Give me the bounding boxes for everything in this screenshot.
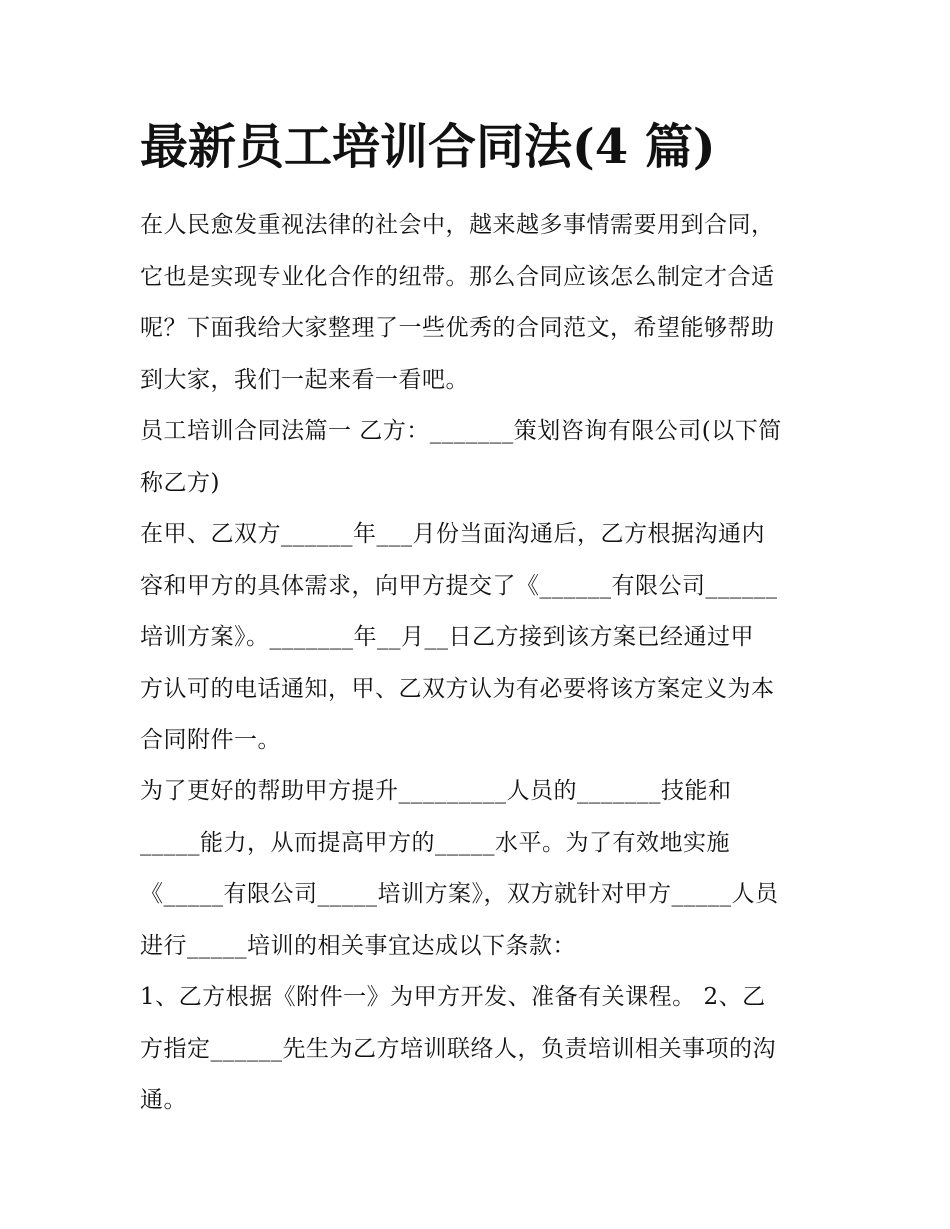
text-line: 称乙方) [140,469,220,496]
paragraph-intro [140,200,820,406]
paragraph-purpose [140,766,820,972]
text-line: 培训方案》。_______年__月__日乙方接到该方案已经通过甲 [140,624,754,650]
text-line: 容和甲方的具体需求，向甲方提交了《______有限公司______ [140,572,778,599]
paragraph-section-heading [140,406,820,509]
text-line: 方认可的电话通知，甲、乙双方认为有必要将该方案定义为本 [140,675,775,702]
page-title: 最新员工培训合同法(4 篇) [140,119,716,175]
text-line: 在人民愈发重视法律的社会中，越来越多事情需要用到合同， [140,212,775,238]
text-line: 到大家，我们一起来看一看吧。 [140,366,469,393]
text-line: 合同附件一。 [140,727,281,753]
paragraph-background [140,509,820,767]
text-line: 为了更好的帮助甲方提升_________人员的_______技能和 [140,778,732,804]
text-line: 员工培训合同法篇一 乙方：_______策划咨询有限公司(以下简 [140,418,782,444]
text-line: 1、乙方根据《附件一》为甲方开发、准备有关课程。 2、乙 [140,984,766,1010]
text-line: _____能力，从而提高甲方的_____水平。为了有效地实施 [140,829,730,856]
text-line: 《_____有限公司_____培训方案》，双方就针对甲方_____人员 [140,881,779,907]
text-line: 在甲、乙双方______年___月份当面沟通后，乙方根据沟通内 [140,521,765,547]
text-line: 进行_____培训的相关事宜达成以下条款： [140,932,576,959]
text-line: 它也是实现专业化合作的纽带。那么合同应该怎么制定才合适 [140,263,775,290]
text-line: 方指定______先生为乙方培训联络人，负责培训相关事项的沟 [140,1035,776,1062]
text-line: 呢？下面我给大家整理了一些优秀的合同范文，希望能够帮助 [140,315,775,341]
paragraph-clauses [140,972,820,1127]
text-line: 通。 [140,1087,187,1113]
